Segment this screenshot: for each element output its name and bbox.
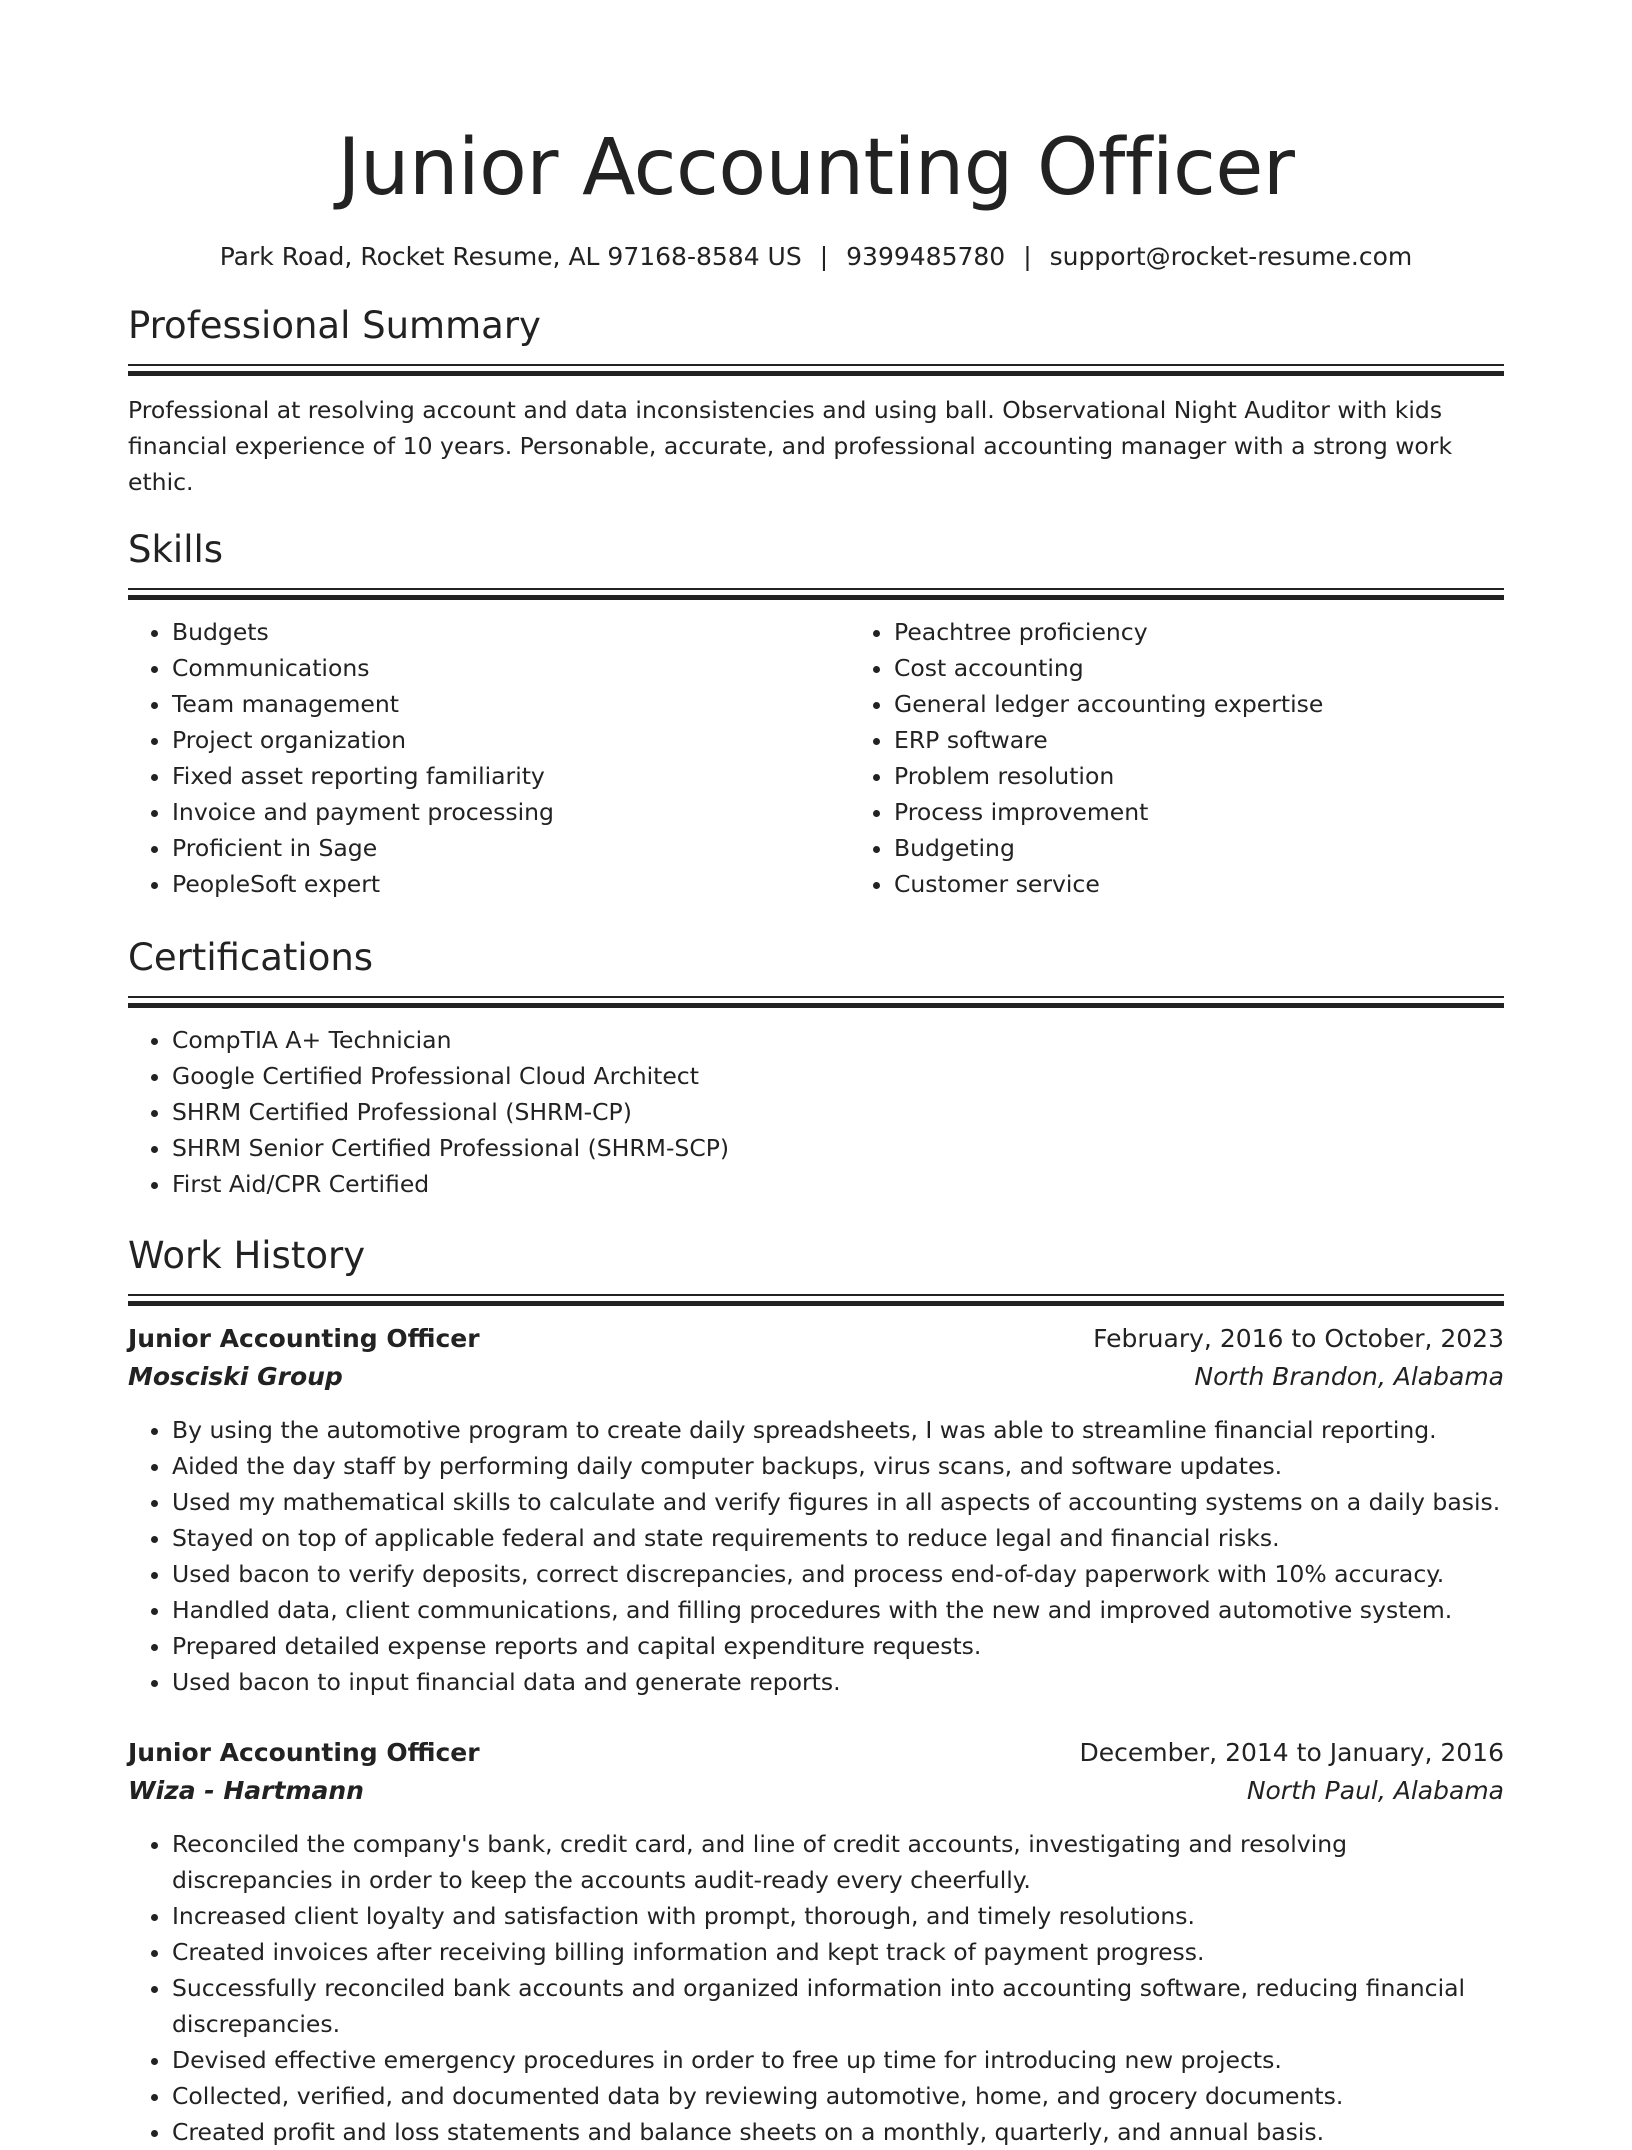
candidate-name: Junior Accounting Officer — [337, 123, 1295, 213]
skill-item: • Process improvement — [894, 794, 1572, 830]
skills-section — [128, 526, 1504, 902]
summary-text: Professional at resolving account and data inconsistencies and using ball. Observational Night Auditor with kids financial experience of 10 years. Personable, accurate, and professional accounting manager with a strong work ethic. — [128, 396, 1453, 496]
job-bullet: • Prepared detailed expense reports and capital expenditure requests. — [172, 1628, 1504, 1664]
job-dates: February, 2016 to October, 2023 — [1093, 1324, 1504, 1353]
section-title-skills: Skills — [128, 528, 224, 571]
job-bullet: • Aided the day staff by performing daily computer backups, virus scans, and software updates. — [172, 1448, 1504, 1484]
job-bullet: • Stayed on top of applicable federal and state requirements to reduce legal and financial risks. — [172, 1520, 1504, 1556]
section-divider — [128, 996, 1504, 1008]
skill-item: • Project organization — [172, 722, 850, 758]
certifications-list — [128, 1022, 1504, 1202]
contact-separator: | — [819, 242, 829, 271]
job-bullet: • Increased client loyalty and satisfaction with prompt, thorough, and timely resolutions. — [172, 1898, 1504, 1934]
job-dates: December, 2014 to January, 2016 — [1079, 1738, 1504, 1767]
section-title-work-history: Work History — [128, 1234, 366, 1277]
job-location: North Brandon, Alabama — [1194, 1362, 1504, 1391]
job-bullet: • Successfully reconciled bank accounts and organized information into accounting software, reducing financial discrepancies. — [172, 1970, 1504, 2042]
certification-item: • CompTIA A+ Technician — [172, 1022, 1504, 1058]
job-entry — [128, 1734, 1504, 2150]
skill-item: • Proficient in Sage — [172, 830, 850, 866]
job-bullets — [128, 1412, 1504, 1700]
skill-item: • Peachtree proficiency — [894, 614, 1572, 650]
certification-item: • Google Certified Professional Cloud Architect — [172, 1058, 1504, 1094]
skill-item: • ERP software — [894, 722, 1572, 758]
contact-address: Park Road, Rocket Resume, AL 97168-8584 US — [219, 242, 802, 271]
skills-list-right — [850, 614, 1572, 902]
certification-item: • First Aid/CPR Certified — [172, 1166, 1504, 1202]
certifications-section — [128, 934, 1504, 1202]
job-title: Junior Accounting Officer — [128, 1738, 480, 1767]
section-title-certifications: Certifications — [128, 936, 374, 979]
section-divider — [128, 1294, 1504, 1306]
job-company: Mosciski Group — [128, 1362, 343, 1391]
job-bullet: • Used bacon to input financial data and generate reports. — [172, 1664, 1504, 1700]
skill-item: • Budgets — [172, 614, 850, 650]
job-bullet: • Reconciled the company's bank, credit card, and line of credit accounts, investigating and resolving discrepancies in order to keep the accounts audit-ready every cheerfully. — [172, 1826, 1504, 1898]
job-bullet: • Devised effective emergency procedures in order to free up time for introducing new projects. — [172, 2042, 1504, 2078]
job-bullet: • Created profit and loss statements and balance sheets on a monthly, quarterly, and annual basis. — [172, 2114, 1504, 2150]
skill-item: • PeopleSoft expert — [172, 866, 850, 902]
skill-item: • Team management — [172, 686, 850, 722]
job-company: Wiza - Hartmann — [128, 1776, 364, 1805]
job-bullet: • Handled data, client communications, and filling procedures with the new and improved automotive system. — [172, 1592, 1504, 1628]
section-title-summary: Professional Summary — [128, 304, 541, 347]
contact-email: support@rocket-resume.com — [1049, 242, 1413, 271]
certification-item: • SHRM Senior Certified Professional (SHRM-SCP) — [172, 1130, 1504, 1166]
job-bullet: • Collected, verified, and documented data by reviewing automotive, home, and grocery documents. — [172, 2078, 1504, 2114]
contact-separator: | — [1023, 242, 1032, 271]
skill-item: • Fixed asset reporting familiarity — [172, 758, 850, 794]
skills-grid — [128, 614, 1504, 902]
skill-item: • Cost accounting — [894, 650, 1572, 686]
certification-item: • SHRM Certified Professional (SHRM-CP) — [172, 1094, 1504, 1130]
contact-phone: 9399485780 — [846, 242, 1006, 271]
job-subheader — [128, 1772, 1504, 1810]
skill-item: • Invoice and payment processing — [172, 794, 850, 830]
job-title: Junior Accounting Officer — [128, 1324, 480, 1353]
job-bullet: • Used my mathematical skills to calculate and verify figures in all aspects of accounting systems on a daily basis. — [172, 1484, 1504, 1520]
job-header — [128, 1734, 1504, 1772]
section-divider — [128, 588, 1504, 600]
job-header — [128, 1320, 1504, 1358]
skill-item: • Customer service — [894, 866, 1572, 902]
contact-line — [128, 240, 1504, 274]
skill-item: • Communications — [172, 650, 850, 686]
job-subheader — [128, 1358, 1504, 1396]
job-bullet: • Created invoices after receiving billing information and kept track of payment progress. — [172, 1934, 1504, 1970]
job-bullet: • By using the automotive program to create daily spreadsheets, I was able to streamline financial reporting. — [172, 1412, 1504, 1448]
skills-list-left — [128, 614, 850, 902]
summary-section — [128, 302, 1504, 500]
skill-item: • Budgeting — [894, 830, 1572, 866]
skill-item: • Problem resolution — [894, 758, 1572, 794]
job-entry — [128, 1320, 1504, 1700]
section-divider — [128, 364, 1504, 376]
job-bullets — [128, 1826, 1504, 2150]
skill-item: • General ledger accounting expertise — [894, 686, 1572, 722]
work-history-section — [128, 1232, 1504, 2150]
job-bullet: • Used bacon to verify deposits, correct discrepancies, and process end-of-day paperwork with 10% accuracy. — [172, 1556, 1504, 1592]
resume-page — [128, 0, 1504, 2150]
job-location: North Paul, Alabama — [1246, 1776, 1504, 1805]
